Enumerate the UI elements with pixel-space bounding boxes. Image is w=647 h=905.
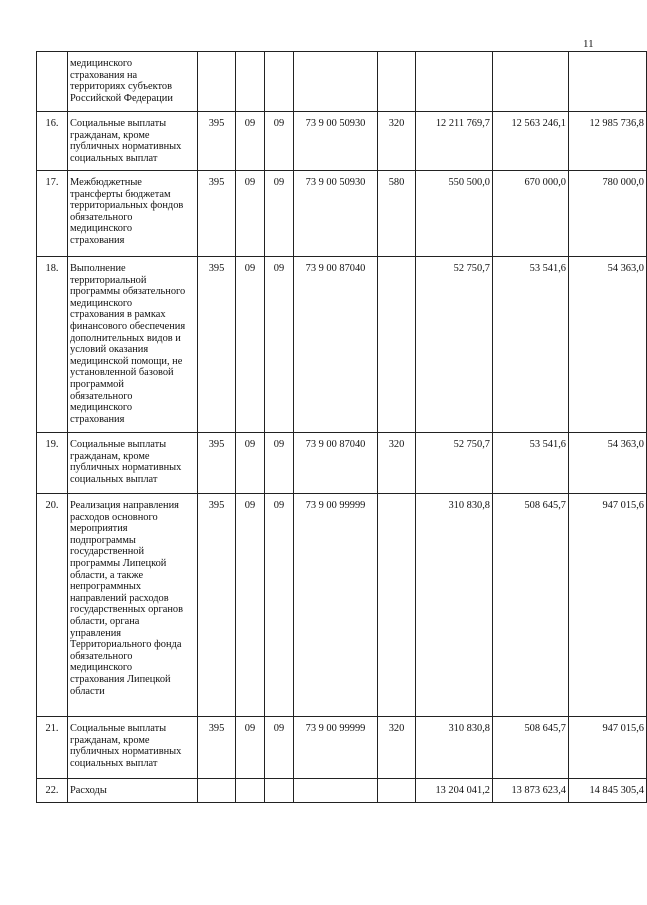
grbs-code: 395 <box>198 112 236 171</box>
table-row <box>37 112 647 171</box>
subsection-code <box>265 779 294 803</box>
row-name-line: гражданам, кроме <box>70 129 150 141</box>
row-name-line: обязательного <box>70 211 133 223</box>
row-name-line: страхования в рамках <box>70 309 166 321</box>
row-name-line: программы обязательного <box>70 286 186 298</box>
grbs-code: 395 <box>198 717 236 779</box>
table-row <box>37 717 647 779</box>
page-number: 11 <box>583 38 594 50</box>
row-name <box>68 52 198 112</box>
row-name <box>68 717 198 779</box>
expense-type-code: 320 <box>378 112 416 171</box>
row-name-line: страхования <box>70 234 125 246</box>
budget-table <box>36 51 647 803</box>
target-article-code <box>294 779 378 803</box>
section-code: 09 <box>236 717 265 779</box>
row-number: 20. <box>37 494 68 717</box>
target-article-code: 73 9 00 99999 <box>294 494 378 717</box>
table-row <box>37 433 647 494</box>
row-name-line: Расходы <box>70 785 107 796</box>
row-name-line: медицинского <box>70 223 133 235</box>
table-row <box>37 494 647 717</box>
row-name-line: публичных нормативных <box>70 141 182 153</box>
row-name <box>68 171 198 257</box>
grbs-code: 395 <box>198 494 236 717</box>
amount-year-1: 52 750,7 <box>416 433 493 494</box>
subsection-code: 09 <box>265 112 294 171</box>
row-name-line: государственных органов <box>70 604 183 616</box>
row-name-line: расходов основного <box>70 511 158 523</box>
target-article-code: 73 9 00 50930 <box>294 171 378 257</box>
section-code: 09 <box>236 112 265 171</box>
section-code: 09 <box>236 433 265 494</box>
table-row <box>37 257 647 433</box>
amount-year-3: 54 363,0 <box>569 257 647 433</box>
subsection-code: 09 <box>265 171 294 257</box>
row-name-line: медицинской помощи, не <box>70 355 183 367</box>
row-name-line: области, а также <box>70 569 144 581</box>
row-name-line: социальных выплат <box>70 757 158 769</box>
row-name-line: Социальные выплаты <box>70 723 167 734</box>
row-name-line: гражданам, кроме <box>70 734 150 746</box>
row-number: 16. <box>37 112 68 171</box>
row-name-line: программой <box>70 378 124 390</box>
row-name <box>68 257 198 433</box>
amount-year-3: 947 015,6 <box>569 494 647 717</box>
table-row <box>37 171 647 257</box>
row-name-line: непрограммных <box>70 581 142 593</box>
row-name-line: страхования на <box>70 69 138 81</box>
row-name <box>68 779 198 803</box>
row-name-line: социальных выплат <box>70 152 158 164</box>
row-name-line: направлений расходов <box>70 592 169 604</box>
amount-year-1: 310 830,8 <box>416 717 493 779</box>
grbs-code: 395 <box>198 257 236 433</box>
row-name-line: установленной базовой <box>70 367 174 379</box>
table-row <box>37 779 647 803</box>
row-number: 17. <box>37 171 68 257</box>
grbs-code <box>198 779 236 803</box>
row-name-line: программы Липецкой <box>70 557 167 569</box>
row-name-line: Межбюджетные <box>70 177 142 188</box>
grbs-code <box>198 52 236 112</box>
amount-year-2: 670 000,0 <box>493 171 569 257</box>
section-code: 09 <box>236 171 265 257</box>
target-article-code: 73 9 00 87040 <box>294 433 378 494</box>
row-name-line: управления <box>70 627 122 639</box>
row-number: 22. <box>37 779 68 803</box>
target-article-code: 73 9 00 99999 <box>294 717 378 779</box>
section-code: 09 <box>236 257 265 433</box>
amount-year-3: 780 000,0 <box>569 171 647 257</box>
grbs-code: 395 <box>198 171 236 257</box>
row-name-line: Территориального фонда <box>70 639 182 651</box>
row-name-line: гражданам, кроме <box>70 450 150 462</box>
row-name-line: финансового обеспечения <box>70 320 186 332</box>
grbs-code: 395 <box>198 433 236 494</box>
target-article-code: 73 9 00 50930 <box>294 112 378 171</box>
row-name-line: социальных выплат <box>70 473 158 485</box>
row-number: 21. <box>37 717 68 779</box>
amount-year-1 <box>416 52 493 112</box>
amount-year-2: 53 541,6 <box>493 257 569 433</box>
row-name-line: территориальных фондов <box>70 200 184 212</box>
expense-type-code: 320 <box>378 717 416 779</box>
target-article-code: 73 9 00 87040 <box>294 257 378 433</box>
amount-year-1: 13 204 041,2 <box>416 779 493 803</box>
row-name-line: территориальной <box>70 274 147 286</box>
section-code <box>236 52 265 112</box>
row-name-line: обязательного <box>70 650 133 662</box>
row-name-line: медицинского <box>70 297 133 309</box>
subsection-code: 09 <box>265 717 294 779</box>
amount-year-2: 13 873 623,4 <box>493 779 569 803</box>
row-name-line: Социальные выплаты <box>70 118 167 129</box>
amount-year-3: 947 015,6 <box>569 717 647 779</box>
row-name-line: подпрограммы <box>70 534 136 546</box>
row-name <box>68 433 198 494</box>
row-name <box>68 494 198 717</box>
row-name-line: публичных нормативных <box>70 462 182 474</box>
amount-year-2: 12 563 246,1 <box>493 112 569 171</box>
row-name-line: территориях субъектов <box>70 81 172 93</box>
section-code <box>236 779 265 803</box>
row-name-line: обязательного <box>70 390 133 402</box>
row-number <box>37 52 68 112</box>
expense-type-code <box>378 779 416 803</box>
subsection-code: 09 <box>265 433 294 494</box>
row-name <box>68 112 198 171</box>
amount-year-3: 54 363,0 <box>569 433 647 494</box>
row-name-line: мероприятия <box>70 523 128 535</box>
row-name-line: страхования Липецкой <box>70 673 171 685</box>
table-row <box>37 52 647 112</box>
amount-year-1: 52 750,7 <box>416 257 493 433</box>
amount-year-1: 310 830,8 <box>416 494 493 717</box>
amount-year-2: 508 645,7 <box>493 494 569 717</box>
amount-year-2: 508 645,7 <box>493 717 569 779</box>
row-name-line: области, органа <box>70 615 140 627</box>
row-name-line: Социальные выплаты <box>70 439 167 450</box>
expense-type-code <box>378 494 416 717</box>
row-name-line: Реализация направления <box>70 500 179 511</box>
row-name-line: медицинского <box>70 402 133 414</box>
expense-type-code <box>378 52 416 112</box>
row-number: 18. <box>37 257 68 433</box>
amount-year-1: 12 211 769,7 <box>416 112 493 171</box>
row-name-line: области <box>70 685 105 697</box>
expense-type-code <box>378 257 416 433</box>
amount-year-3: 14 845 305,4 <box>569 779 647 803</box>
row-name-line: дополнительных видов и <box>70 332 181 344</box>
row-name-line: Выполнение <box>70 263 126 274</box>
row-name-line: публичных нормативных <box>70 746 182 758</box>
subsection-code: 09 <box>265 257 294 433</box>
subsection-code: 09 <box>265 494 294 717</box>
row-name-line: медицинского <box>70 662 133 674</box>
amount-year-2: 53 541,6 <box>493 433 569 494</box>
expense-type-code: 580 <box>378 171 416 257</box>
target-article-code <box>294 52 378 112</box>
expense-type-code: 320 <box>378 433 416 494</box>
row-name-line: государственной <box>70 546 145 558</box>
row-name-line: страхования <box>70 413 125 425</box>
section-code: 09 <box>236 494 265 717</box>
amount-year-3: 12 985 736,8 <box>569 112 647 171</box>
row-name-line: трансферты бюджетам <box>70 188 171 200</box>
row-name-line: условий оказания <box>70 344 149 356</box>
amount-year-3 <box>569 52 647 112</box>
amount-year-1: 550 500,0 <box>416 171 493 257</box>
table-body <box>37 52 647 803</box>
row-name-line: медицинского <box>70 58 133 69</box>
amount-year-2 <box>493 52 569 112</box>
row-name-line: Российской Федерации <box>70 92 173 104</box>
row-number: 19. <box>37 433 68 494</box>
subsection-code <box>265 52 294 112</box>
